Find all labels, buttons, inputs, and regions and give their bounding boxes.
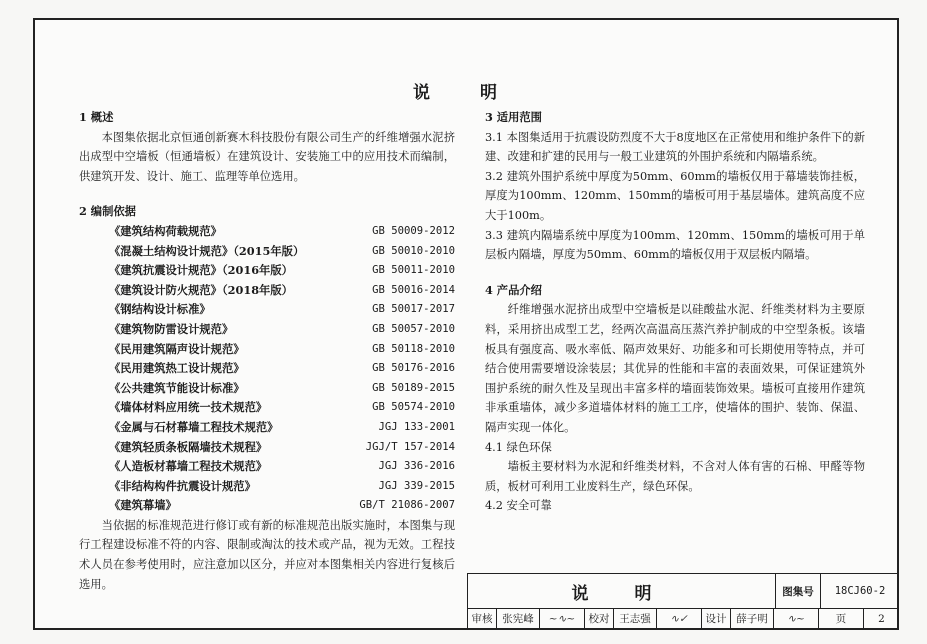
standard-name: 《建筑幕墙》 xyxy=(109,498,177,513)
product-text: 纤维增强水泥挤出成型中空墙板是以硅酸盐水泥、纤维类材料为主要原料，采用挤出成型工艺，经两次高温高压蒸汽养护制成的中空型条板。该墙板具有强度高、吸水率低、隔声效果好、功能多和可长期使用等特点，并可结合使用需要增设涂装层；其优异的性能和丰富的表面效果，可保证建筑外围护系统的耐久性及呈现出丰富多样的墙面装饰效果。墙板可直接用作建筑非承重墙体，减少多道墙体材料的施工工序，使墙体的围护、装饰、保温、隔声实现一体化。 xyxy=(485,303,865,434)
standard-item xyxy=(79,320,455,340)
page-label: 页 xyxy=(819,609,864,628)
standard-code: JGJ 133-2001 xyxy=(378,420,455,433)
basis-note: 当依据的标准规范进行修订或有新的标准规范出版实施时，本图集与现行工程建设标准不符的内容、限制或淘汰的技术或产品，视为无效。工程技术人员在参考使用时，应注意加以区分，并应对本图集相关内容进行复核后选用。 xyxy=(79,518,455,591)
page-title: 说 明 xyxy=(413,83,519,103)
section-heading-product: 4 产品介绍 xyxy=(485,282,542,297)
scope-item: 3.2 建筑外围护系统中厚度为50mm、60mm的墙板仅用于幕墙装饰挂板，厚度为100mm、120mm、150mm的墙板可用于基层墙体。建筑高度不应大于100m。 xyxy=(485,169,865,222)
standard-item xyxy=(79,281,455,301)
page-number: 2 xyxy=(878,612,885,625)
section-heading-overview: 1 概述 xyxy=(79,110,114,124)
review-label: 审核 xyxy=(468,609,497,628)
section-heading-basis: 2 编制依据 xyxy=(79,204,136,219)
standard-code: GB 50118-2010 xyxy=(372,342,455,355)
standard-code: GB 50189-2015 xyxy=(372,381,455,394)
check-label: 校对 xyxy=(585,609,614,628)
title-block xyxy=(467,573,899,628)
standard-item xyxy=(79,340,455,360)
title-block-title: 说 明 xyxy=(468,574,776,608)
standard-item xyxy=(79,438,455,458)
standard-code: GB 50009-2012 xyxy=(372,224,455,237)
standard-item xyxy=(79,457,455,477)
standard-item xyxy=(79,222,455,242)
standard-code: GB 50057-2010 xyxy=(372,322,455,335)
standard-name: 《建筑设计防火规范》（2018年版） xyxy=(109,282,293,297)
designer-name: 薛子明 xyxy=(731,609,774,628)
standard-code: JGJ/T 157-2014 xyxy=(365,440,455,453)
standard-name: 《金属与石材幕墙工程技术规范》 xyxy=(109,419,279,434)
atlas-number-label: 图集号 xyxy=(776,574,821,608)
standard-name: 《建筑抗震设计规范》（2016年版） xyxy=(109,263,293,278)
standard-code: GB 50010-2010 xyxy=(372,244,455,257)
standard-name: 《公共建筑节能设计标准》 xyxy=(109,380,245,395)
scope-item: 3.3 建筑内隔墙系统中厚度为100mm、120mm、150mm的墙板可用于单层板内隔墙，厚度为50mm、60mm的墙板仅用于双层板内隔墙。 xyxy=(485,228,865,262)
standard-code: GB 50017-2017 xyxy=(372,303,455,316)
standard-item xyxy=(79,496,455,516)
standard-item xyxy=(79,300,455,320)
standard-code: GB/T 21086-2007 xyxy=(359,499,455,512)
standard-name: 《民用建筑热工设计规范》 xyxy=(109,361,245,376)
design-label: 设计 xyxy=(702,609,731,628)
standard-name: 《建筑结构荷载规范》 xyxy=(109,223,222,238)
standard-code: GB 50011-2010 xyxy=(372,264,455,277)
subsection-heading-safety: 4.2 安全可靠 xyxy=(485,499,552,513)
green-text: 墙板主要材料为水泥和纤维类材料，不含对人体有害的石棉、甲醛等物质，板材可利用工业废料生产，绿色环保。 xyxy=(485,460,865,493)
standard-code: GB 50016-2014 xyxy=(372,283,455,296)
standard-name: 《建筑物防雷设计规范》 xyxy=(109,321,234,336)
section-heading-scope: 3 适用范围 xyxy=(485,110,542,124)
right-column xyxy=(485,108,865,516)
drawing-sheet xyxy=(33,18,899,630)
standard-name: 《钢结构设计标准》 xyxy=(109,302,211,317)
scope-item: 3.1 本图集适用于抗震设防烈度不大于8度地区在正常使用和维护条件下的新建、改建和扩建的民用与一般工业建筑的外围护系统和内隔墙系统。 xyxy=(485,130,865,164)
standard-item xyxy=(79,477,455,497)
checker-signature: ∿✓ xyxy=(657,609,702,628)
standard-name: 《民用建筑隔声设计规范》 xyxy=(109,341,245,356)
subsection-heading-green: 4.1 绿色环保 xyxy=(485,440,552,454)
standard-name: 《非结构构件抗震设计规范》 xyxy=(109,478,256,493)
standard-item xyxy=(79,398,455,418)
standard-name: 《混凝土结构设计规范》（2015年版） xyxy=(109,243,305,258)
checker-name: 王志强 xyxy=(614,609,657,628)
standard-code: JGJ 336-2016 xyxy=(378,460,455,473)
reviewer-signature: ~∿~ xyxy=(540,609,585,628)
standard-code: JGJ 339-2015 xyxy=(378,479,455,492)
standard-code: GB 50574-2010 xyxy=(372,401,455,414)
standard-code: GB 50176-2016 xyxy=(372,362,455,375)
standard-name: 《墙体材料应用统一技术规范》 xyxy=(109,400,268,415)
standard-item xyxy=(79,359,455,379)
overview-text: 本图集依据北京恒通创新赛木科技股份有限公司生产的纤维增强水泥挤出成型中空墙板（恒通墙板）在建筑设计、安装施工中的应用技术而编制，供建筑开发、设计、施工、监理等单位选用。 xyxy=(79,130,455,183)
standard-name: 《人造板材幕墙工程技术规范》 xyxy=(109,459,268,474)
designer-signature: ∿~ xyxy=(774,609,819,628)
standard-name: 《建筑轻质条板隔墙技术规程》 xyxy=(109,439,268,454)
atlas-number: 18CJ60-2 xyxy=(834,585,886,597)
standard-item xyxy=(79,379,455,399)
standard-item xyxy=(79,242,455,262)
left-column xyxy=(79,108,455,594)
reviewer-name: 张宪峰 xyxy=(497,609,540,628)
standard-item xyxy=(79,261,455,281)
standards-list xyxy=(79,222,455,516)
standard-item xyxy=(79,418,455,438)
